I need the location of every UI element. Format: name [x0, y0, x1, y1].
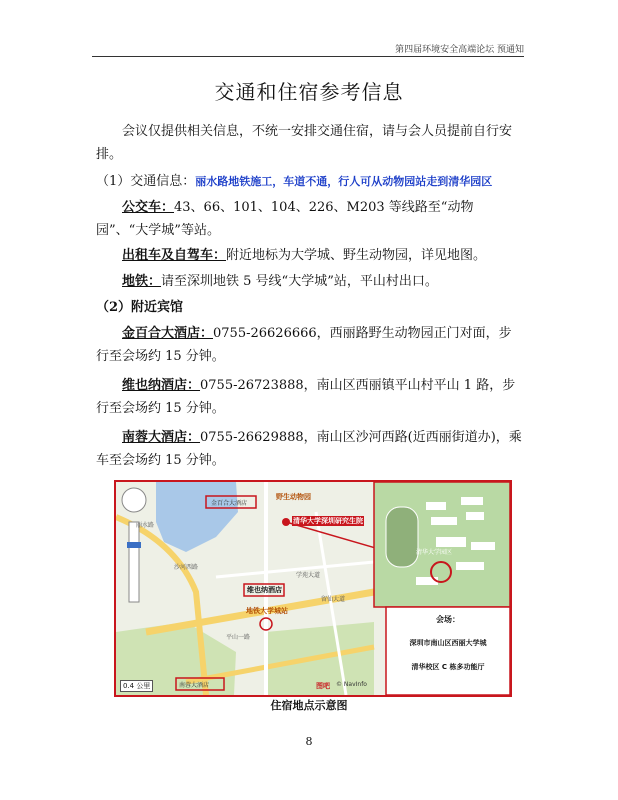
- map-label-road: 平山一路: [226, 634, 251, 641]
- hotel-item: [96, 374, 524, 420]
- page-header: 第四届环境安全高端论坛 预通知: [395, 45, 524, 55]
- map-label-road: 丽水路: [136, 522, 155, 529]
- map-label-road: 留仙大道: [321, 596, 346, 603]
- map-label-road: 学苑大道: [296, 572, 321, 579]
- figure-caption: 住宿地点示意图: [270, 699, 348, 712]
- hotel-name: 维也纳酒店：: [122, 378, 201, 393]
- hotel-text: 0755-26629888，南山区沙河西路(近西丽街道办)，乘车至会场约 15 分钟。: [96, 430, 522, 468]
- hotel-item: [96, 322, 524, 368]
- taxi-text: 附近地标为大学城、野生动物园，详见地图。: [226, 248, 487, 263]
- taxi-paragraph: [96, 244, 524, 267]
- bus-label: 公交车：: [122, 200, 175, 215]
- page-number: 8: [305, 735, 313, 748]
- map-label-nanrong: 南蓉大酒店: [179, 682, 210, 689]
- bus-paragraph: [96, 196, 524, 242]
- bus-text: 43、66、101、104、226、M203 等线路至“动物园”、“大学城”等站。: [96, 200, 474, 238]
- map-label-jinbaihe: 金百合大酒店: [211, 500, 248, 507]
- traffic-label: （1）交通信息：: [96, 174, 196, 189]
- map-copyright: © NavInfo: [336, 681, 367, 688]
- venue-line1: 深圳市南山区西丽大学城: [409, 639, 487, 647]
- map-label-inset: 清华大学园区: [416, 549, 453, 556]
- hotel-name: 南蓉大酒店：: [122, 430, 201, 445]
- map-label-road: 沙河西路: [174, 564, 199, 571]
- metro-paragraph: [96, 270, 524, 293]
- traffic-notice: 丽水路地铁施工，车道不通，行人可从动物园站走到清华园区: [195, 175, 493, 188]
- map-brand: 图吧: [316, 682, 330, 690]
- header-rule: [92, 56, 524, 57]
- hotel-name: 金百合大酒店：: [122, 326, 214, 341]
- traffic-heading: [96, 170, 524, 193]
- map-labels: [116, 482, 510, 695]
- venue-title: 会场：: [436, 615, 460, 624]
- location-map: [114, 480, 512, 697]
- page-title: 交通和住宿参考信息: [214, 80, 404, 104]
- map-label-vienna: 维也纳酒店: [247, 586, 282, 594]
- hotel-text: 0755-26723888，南山区西丽镇平山村平山 1 路，步行至会场约 15 分钟。: [96, 378, 516, 416]
- venue-line2: 清华校区 C 栋多功能厅: [411, 663, 485, 671]
- map-label-campus: 清华大学深圳研究生院: [293, 517, 363, 525]
- metro-label: 地铁：: [122, 274, 162, 289]
- map-label-zoo: 野生动物园: [276, 493, 311, 501]
- intro-paragraph: 会议仅提供相关信息，不统一安排交通住宿，请与会人员提前自行安排。: [96, 124, 513, 162]
- map-label-metro: 地铁大学城站: [246, 607, 288, 615]
- taxi-label: 出租车及自驾车：: [122, 248, 227, 263]
- hotels-heading: （2）附近宾馆: [96, 300, 184, 315]
- hotel-item: [96, 426, 524, 472]
- map-scale: 0.4 公里: [120, 680, 153, 692]
- hotel-text: 0755-26626666，西丽路野生动物园正门对面，步行至会场约 15 分钟。: [96, 326, 512, 364]
- metro-text: 请至深圳地铁 5 号线“大学城”站，平山村出口。: [161, 274, 438, 289]
